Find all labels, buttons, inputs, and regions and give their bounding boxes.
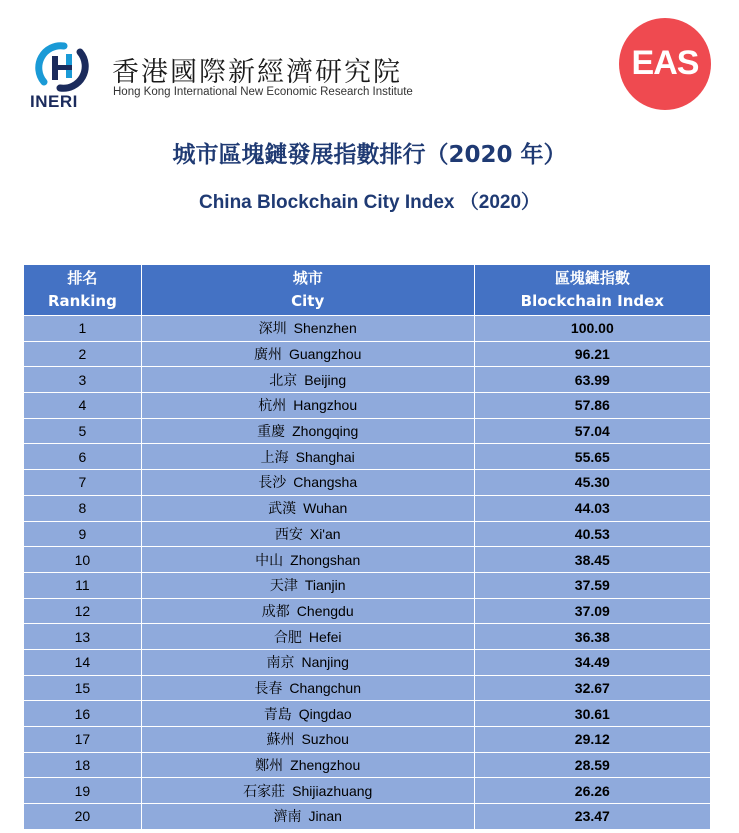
city-name-en: Tianjin — [304, 577, 346, 594]
page-header — [0, 0, 739, 120]
city-name-zh: 深圳 — [258, 321, 287, 338]
city-name-en: Suzhou — [301, 731, 349, 748]
city-name-en: Beijing — [304, 371, 347, 388]
city-cell — [141, 444, 474, 470]
city-name-zh: 長沙 — [258, 475, 287, 492]
city-name-zh: 鄭州 — [255, 758, 284, 775]
city-name-en: Shanghai — [295, 448, 355, 465]
table-row — [24, 624, 711, 650]
table-row — [24, 804, 711, 830]
rank-cell: 13 — [24, 624, 142, 650]
city-name-en: Zhongshan — [290, 551, 361, 568]
city-name-zh: 中山 — [255, 552, 284, 569]
table-row — [24, 572, 711, 598]
table-row — [24, 701, 711, 727]
rank-cell: 6 — [24, 444, 142, 470]
page-title-en: China Blockchain City Index （2020） — [198, 192, 541, 213]
city-cell — [141, 418, 474, 444]
eas-badge — [619, 18, 711, 110]
city-name-zh: 蘇州 — [266, 732, 295, 749]
eas-badge-text: EAS — [631, 44, 699, 82]
city-name-en: Hangzhou — [293, 397, 358, 414]
city-name-zh: 天津 — [269, 578, 298, 595]
city-cell — [141, 675, 474, 701]
city-name-zh: 合肥 — [273, 629, 302, 646]
ranking-table — [23, 264, 711, 830]
rank-cell: 17 — [24, 727, 142, 753]
city-name-en: Qingdao — [298, 705, 352, 722]
city-cell — [141, 649, 474, 675]
table-row — [24, 316, 711, 342]
city-name-en: Zhengzhou — [290, 757, 361, 774]
city-name-zh: 青島 — [263, 706, 292, 723]
city-cell — [141, 521, 474, 547]
city-name-en: Zhongqing — [292, 423, 359, 440]
index-cell: 32.67 — [474, 675, 710, 701]
table-row — [24, 393, 711, 419]
rank-cell: 12 — [24, 598, 142, 624]
city-name-zh: 長春 — [254, 680, 283, 697]
table-row — [24, 470, 711, 496]
table-row — [24, 367, 711, 393]
index-cell: 30.61 — [474, 701, 710, 727]
city-name-zh: 石家莊 — [243, 783, 286, 800]
table-row — [24, 521, 711, 547]
index-cell: 37.59 — [474, 572, 710, 598]
index-cell: 55.65 — [474, 444, 710, 470]
city-cell — [141, 495, 474, 521]
city-name-en: Wuhan — [303, 500, 348, 517]
city-name-zh: 廣州 — [254, 347, 282, 364]
table-row — [24, 675, 711, 701]
table-row — [24, 547, 711, 573]
header-ranking-zh: 排名 — [67, 269, 98, 287]
rank-cell: 7 — [24, 470, 142, 496]
city-name-zh: 南京 — [266, 655, 295, 672]
rank-cell: 5 — [24, 418, 142, 444]
city-name-en: Changchun — [289, 679, 362, 696]
table-header-row — [24, 265, 711, 316]
city-cell — [141, 752, 474, 778]
table-row — [24, 444, 711, 470]
table-row — [24, 341, 711, 367]
ineri-logo-icon — [34, 42, 90, 92]
header-ranking-en: Ranking — [47, 292, 117, 310]
index-cell: 28.59 — [474, 752, 710, 778]
city-name-en: Changsha — [293, 474, 358, 491]
city-cell — [141, 572, 474, 598]
rank-cell: 8 — [24, 495, 142, 521]
header-city — [141, 265, 474, 316]
index-cell: 29.12 — [474, 727, 710, 753]
header-index-en: Blockchain Index — [520, 292, 664, 310]
rank-cell: 18 — [24, 752, 142, 778]
index-cell: 40.53 — [474, 521, 710, 547]
city-name-en: Shijiazhuang — [292, 782, 373, 799]
header-city-zh: 城市 — [292, 269, 323, 287]
rank-cell: 3 — [24, 367, 142, 393]
index-cell: 23.47 — [474, 804, 710, 830]
table-body — [24, 316, 711, 830]
city-cell — [141, 778, 474, 804]
header-city-en: City — [291, 292, 325, 310]
org-name-zh: 香港國際新經濟研究院 — [112, 57, 402, 88]
index-cell: 38.45 — [474, 547, 710, 573]
city-name-en: Shenzhen — [293, 320, 357, 337]
city-name-en: Nanjing — [301, 654, 349, 671]
city-name-zh: 濟南 — [273, 809, 302, 826]
rank-cell: 10 — [24, 547, 142, 573]
city-name-en: Chengdu — [296, 602, 354, 619]
city-name-en: Hefei — [308, 628, 342, 645]
ineri-logo-text: INERI — [30, 92, 78, 111]
city-name-zh: 武漢 — [268, 501, 297, 518]
rank-cell: 16 — [24, 701, 142, 727]
city-cell — [141, 547, 474, 573]
rank-cell: 2 — [24, 341, 142, 367]
city-name-zh: 成都 — [261, 603, 290, 620]
header-index — [474, 265, 710, 316]
index-cell: 57.04 — [474, 418, 710, 444]
city-name-zh: 上海 — [260, 449, 289, 466]
org-name-en: Hong Kong International New Economic Research Institute — [113, 86, 413, 98]
table-row — [24, 778, 711, 804]
city-cell — [141, 470, 474, 496]
rank-cell: 15 — [24, 675, 142, 701]
table-row — [24, 727, 711, 753]
city-cell — [141, 804, 474, 830]
index-cell: 36.38 — [474, 624, 710, 650]
rank-cell: 4 — [24, 393, 142, 419]
city-name-zh: 西安 — [274, 526, 303, 543]
city-cell — [141, 598, 474, 624]
header-ranking — [24, 265, 142, 316]
city-name-zh: 杭州 — [258, 398, 287, 415]
city-name-zh: 重慶 — [257, 424, 286, 441]
city-cell — [141, 316, 474, 342]
city-cell — [141, 624, 474, 650]
city-cell — [141, 701, 474, 727]
table-row — [24, 598, 711, 624]
index-cell: 44.03 — [474, 495, 710, 521]
table-row — [24, 649, 711, 675]
city-name-zh: 北京 — [269, 372, 298, 389]
index-cell: 63.99 — [474, 367, 710, 393]
rank-cell: 11 — [24, 572, 142, 598]
city-cell — [141, 341, 474, 367]
city-name-en: Guangzhou — [289, 346, 362, 363]
rank-cell: 1 — [24, 316, 142, 342]
rank-cell: 9 — [24, 521, 142, 547]
index-cell: 100.00 — [474, 316, 710, 342]
index-cell: 45.30 — [474, 470, 710, 496]
city-cell — [141, 393, 474, 419]
city-cell — [141, 367, 474, 393]
index-cell: 26.26 — [474, 778, 710, 804]
page-title-zh: 城市區塊鏈發展指數排行（2020 年） — [172, 142, 567, 168]
city-cell — [141, 727, 474, 753]
index-cell: 57.86 — [474, 393, 710, 419]
header-index-zh: 區塊鏈指數 — [554, 269, 630, 287]
city-name-en: Xi'an — [309, 525, 341, 542]
index-cell: 37.09 — [474, 598, 710, 624]
city-name-en: Jinan — [308, 808, 342, 825]
rank-cell: 14 — [24, 649, 142, 675]
table-row — [24, 495, 711, 521]
table-row — [24, 418, 711, 444]
table-row — [24, 752, 711, 778]
rank-cell: 19 — [24, 778, 142, 804]
index-cell: 34.49 — [474, 649, 710, 675]
index-cell: 96.21 — [474, 341, 710, 367]
rank-cell: 20 — [24, 804, 142, 830]
